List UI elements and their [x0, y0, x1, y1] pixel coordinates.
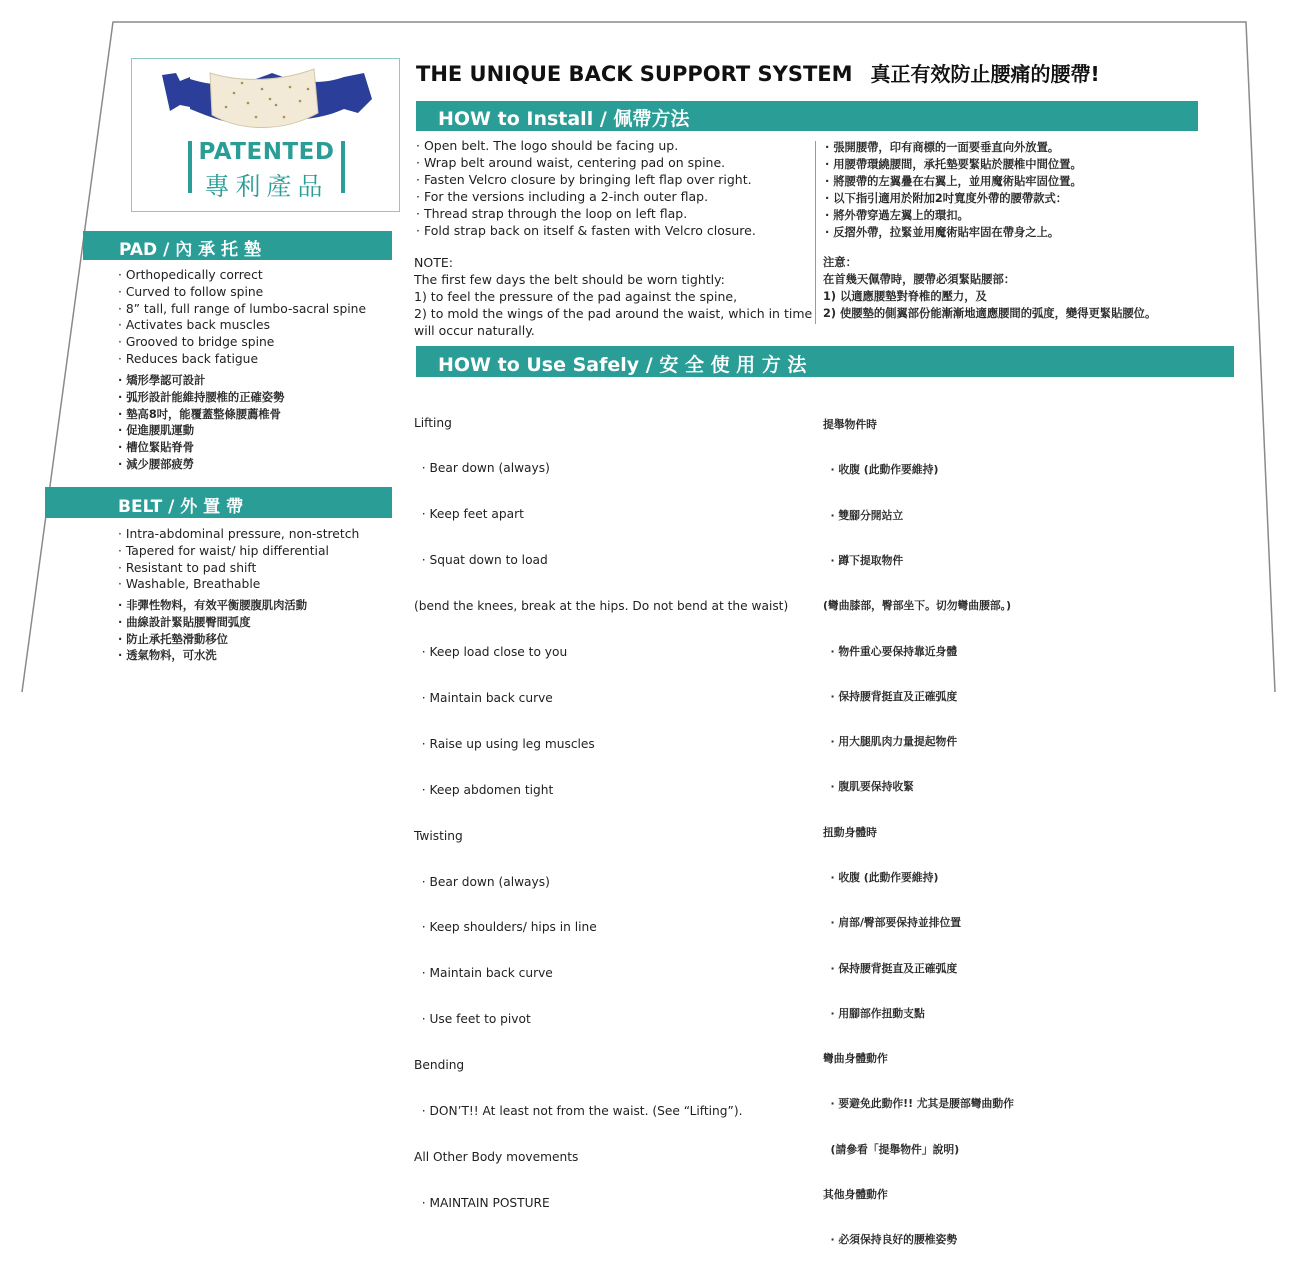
instruction-line: · 保持腰背挺直及正確弧度: [823, 961, 958, 975]
instruction-line: · Raise up using leg muscles: [414, 736, 595, 751]
note-line: 注意：: [823, 256, 857, 269]
instruction-line: · 物件重心要保持靠近身體: [823, 644, 958, 658]
instruction-line: Lifting: [414, 415, 452, 430]
patented-label: PATENTED: [198, 139, 335, 165]
list-item: · 非彈性物料，有效平衡腰腹肌肉活動: [118, 598, 307, 615]
instruction-line: (彎曲膝部，臀部坐下。切勿彎曲腰部。): [823, 599, 1012, 613]
instruction-line: · Use feet to pivot: [414, 1012, 531, 1027]
list-item: · 用腰帶環繞腰間，承托墊要緊貼於腰椎中間位置。: [825, 156, 1082, 173]
page-title-en: THE UNIQUE BACK SUPPORT SYSTEM: [416, 62, 853, 86]
instruction-line: (bend the knees, break at the hips. Do not bend at the waist): [414, 599, 789, 614]
use-instructions-zh: [823, 387, 1014, 1262]
list-item: · 墊高8吋，能覆蓋整條腰薦椎骨: [118, 407, 284, 424]
list-item: · 將腰帶的左翼疊在右翼上，並用魔術貼牢固位置。: [825, 173, 1082, 190]
install-note-zh: [823, 254, 1156, 322]
page-title: [416, 58, 1100, 87]
instruction-line: · 蹲下提取物件: [823, 554, 904, 568]
instruction-line: · Keep load close to you: [414, 645, 568, 660]
belt-features-en: [118, 526, 359, 593]
pad-features-zh: [118, 373, 284, 474]
list-item: · 矯形學認可設計: [118, 373, 284, 390]
instruction-line: (請參看「提舉物件」說明): [823, 1142, 960, 1156]
list-item: · 槽位緊貼脊骨: [118, 440, 284, 457]
list-item: · 反摺外帶，拉緊並用魔術貼牢固在帶身之上。: [825, 224, 1082, 241]
patented-label-zh: 專利產品: [204, 172, 329, 201]
instruction-line: · 保持腰背挺直及正確弧度: [823, 689, 958, 703]
list-item: · Resistant to pad shift: [118, 560, 359, 577]
pad-heading: PAD / 內 承 托 墊: [83, 231, 392, 260]
instruction-line: 其他身體動作: [823, 1187, 888, 1201]
list-item: · Curved to follow spine: [118, 284, 366, 301]
instruction-line: · 雙腳分開站立: [823, 508, 904, 522]
list-item: · 將外帶穿過左翼上的環扣。: [825, 207, 1082, 224]
note-line: NOTE:: [414, 255, 453, 270]
install-note-en: [414, 254, 812, 339]
instruction-line: · 用大腿肌肉力量提起物件: [823, 735, 958, 749]
belt-heading: BELT / 外 置 帶: [45, 487, 392, 518]
list-item: · Wrap belt around waist, centering pad on spine.: [416, 154, 756, 171]
note-line: 1) to feel the pressure of the pad against the spine,: [414, 289, 738, 304]
instruction-line: · MAINTAIN POSTURE: [414, 1195, 550, 1210]
install-heading: HOW to Install / 佩帶方法: [416, 101, 1198, 131]
list-item: · Washable, Breathable: [118, 576, 359, 593]
instruction-line: · Keep shoulders/ hips in line: [414, 920, 597, 935]
list-item: · Fasten Velcro closure by bringing left flap over right.: [416, 171, 756, 188]
instruction-line: · 必須保持良好的腰椎姿勢: [823, 1233, 958, 1247]
belt-features-zh: [118, 598, 307, 665]
instruction-line: Twisting: [414, 828, 463, 843]
instruction-line: · 要避免此動作!! 尤其是腰部彎曲動作: [823, 1097, 1014, 1111]
use-heading: HOW to Use Safely / 安 全 使 用 方 法: [416, 346, 1234, 377]
list-item: · Reduces back fatigue: [118, 351, 366, 368]
list-item: · 透氣物料，可水洗: [118, 648, 307, 665]
page-title-zh: 真正有效防止腰痛的腰帶!: [870, 62, 1100, 86]
instruction-line: · Maintain back curve: [414, 690, 553, 705]
instruction-line: · Maintain back curve: [414, 966, 553, 981]
instruction-line: 扭動身體時: [823, 825, 877, 839]
list-item: · Orthopedically correct: [118, 267, 366, 284]
back-belt-icon: [132, 59, 401, 139]
instruction-line: · Keep feet apart: [414, 507, 524, 522]
list-item: · 以下指引適用於附加2吋寬度外帶的腰帶款式：: [825, 190, 1082, 207]
list-item: · 促進腰肌運動: [118, 423, 284, 440]
list-item: · 張開腰帶，印有商標的一面要垂直向外放置。: [825, 139, 1082, 156]
list-item: · 8” tall, full range of lumbo-sacral spine: [118, 301, 366, 318]
note-line: The first few days the belt should be worn tightly:: [414, 272, 725, 287]
instruction-line: · Keep abdomen tight: [414, 782, 554, 797]
column-divider: [815, 141, 816, 324]
list-item: · Open belt. The logo should be facing up.: [416, 137, 756, 154]
instruction-line: 彎曲身體動作: [823, 1052, 888, 1066]
instruction-line: · Bear down (always): [414, 874, 550, 889]
note-line: will occur naturally.: [414, 323, 535, 338]
instruction-line: · 腹肌要保持收緊: [823, 780, 914, 794]
note-line: 1) 以適應腰墊對脊椎的壓力，及: [823, 290, 987, 303]
list-item: · For the versions including a 2-inch outer flap.: [416, 188, 756, 205]
instruction-line: 提舉物件時: [823, 418, 877, 432]
instruction-line: · 用腳部作扭動支點: [823, 1006, 925, 1020]
list-item: · Grooved to bridge spine: [118, 334, 366, 351]
list-item: · 防止承托墊滑動移位: [118, 632, 307, 649]
instruction-line: · Squat down to load: [414, 553, 548, 568]
install-steps-zh: [825, 139, 1082, 241]
instruction-line: · 肩部/臀部要保持並排位置: [823, 916, 962, 930]
instruction-line: · Bear down (always): [414, 461, 550, 476]
note-line: 在首幾天佩帶時，腰帶必須緊貼腰部：: [823, 273, 1016, 286]
instruction-line: · 收腹 (此動作要維持): [823, 871, 939, 884]
list-item: · Fold strap back on itself & fasten with Velcro closure.: [416, 222, 756, 239]
instruction-line: · DON’T!! At least not from the waist. (See “Lifting”).: [414, 1103, 743, 1118]
instruction-line: Bending: [414, 1058, 465, 1073]
list-item: · 曲線設計緊貼腰臀間弧度: [118, 615, 307, 632]
list-item: · Intra-abdominal pressure, non-stretch: [118, 526, 359, 543]
list-item: · 減少腰部疲勞: [118, 457, 284, 474]
note-line: 2) 使腰墊的側翼部份能漸漸地適應腰間的弧度，變得更緊貼腰位。: [823, 307, 1157, 320]
use-instructions-en: [414, 385, 788, 1226]
list-item: · Activates back muscles: [118, 317, 366, 334]
instruction-line: · 收腹 (此動作要維持): [823, 463, 939, 477]
install-steps-en: [416, 137, 756, 239]
patented-logo-box: [131, 58, 400, 212]
pad-features-en: [118, 267, 366, 368]
list-item: · Tapered for waist/ hip differential: [118, 543, 359, 560]
note-line: 2) to mold the wings of the pad around the waist, which in time: [414, 306, 813, 321]
list-item: · 弧形設計能維持腰椎的正確姿勢: [118, 390, 284, 407]
list-item: · Thread strap through the loop on left flap.: [416, 205, 756, 222]
instruction-line: All Other Body movements: [414, 1149, 579, 1164]
